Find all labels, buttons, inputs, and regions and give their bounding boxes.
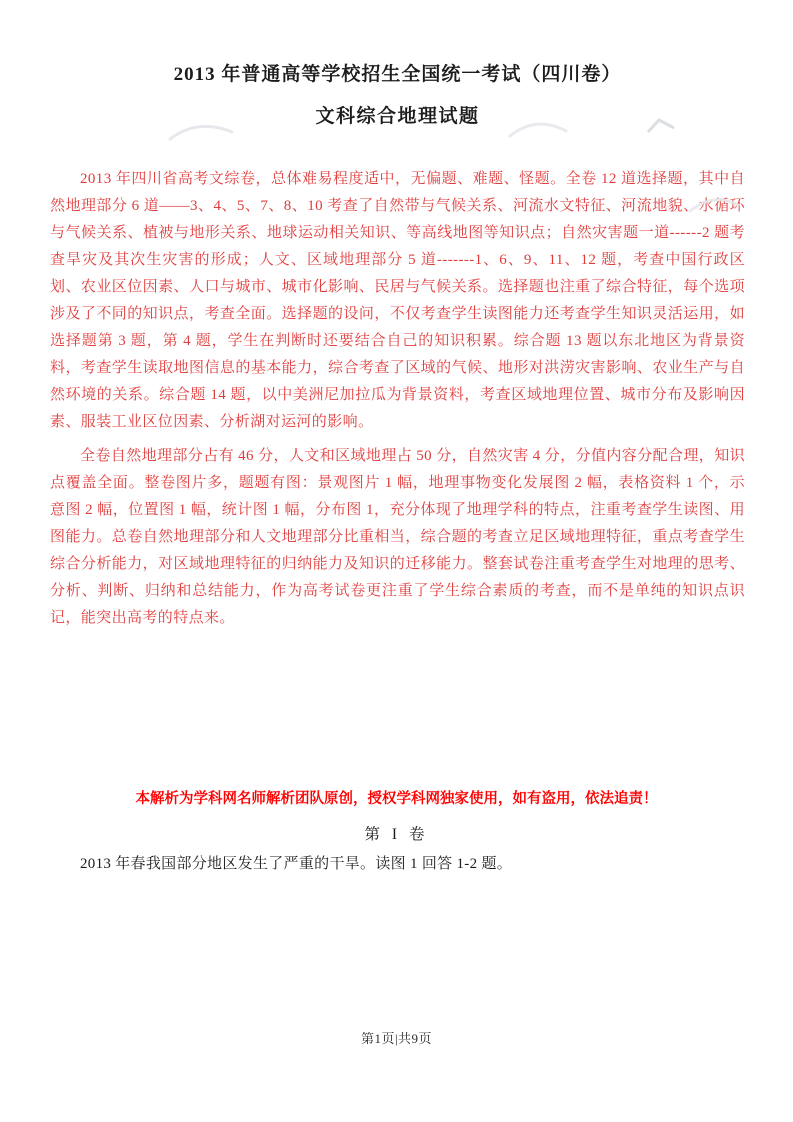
doc-subtitle: 文科综合地理试题	[315, 106, 480, 127]
lower-section	[0, 788, 793, 876]
copyright-notice: 本解析为学科网名师解析团队原创，授权学科网独家使用，如有盗用，依法追责！	[135, 791, 658, 807]
doc-title: 2013 年普通高等学校招生全国统一考试（四川卷）	[173, 64, 622, 85]
analysis-paragraph-1: 2013 年四川省高考文综卷，总体难易程度适中，无偏题、难题、怪题。全卷 12 道选择题，其中自然地理部分 6 道——3、4、5、7、8、10 考查了自然带与气候关系、河流水文特征、河流地貌、水循环与气候关系、植被与地形关系、地球运动相关知识、等高线地图等知识点；自然灾害题一道------2 题考查旱灾及其次生灾害的形成；人文、区域地理部分 5 道-------1、6、9、11、12 题，考查中国行政区划、农业区位因素、人口与城市、城市化影响、民居与气候关系。选择题也注重了综合特征，每个选项涉及了不同的知识点，考查全面。选择题的设问，不仅考查学生读图能力还考查学生知识灵活运用，如选择题第 3 题，第 4 题，学生在判断时还要结合自己的知识积累。综合题 13 题以东北地区为背景资料，考查学生读取地图信息的基本能力，综合考查了区域的气候、地形对洪涝灾害影响、农业生产与自然环境的关系。综合题 14 题，以中美洲尼加拉瓜为背景资料，考查区域地理位置、城市分布及影响因素、服装工业区位因素、分析湖对运河的影响。	[50, 171, 745, 430]
question-intro: 2013 年春我国部分地区发生了严重的干旱。读图 1 回答 1-2 题。	[80, 856, 513, 872]
page-footer: 第1页|共9页	[360, 1031, 433, 1046]
section-heading: 第 I 卷	[364, 826, 429, 843]
analysis-paragraph-2: 全卷自然地理部分占有 46 分，人文和区域地理占 50 分，自然灾害 4 分，分值内容分配合理，知识点覆盖全面。整卷图片多，题题有图：景观图片 1 幅，地理事物变化发展图 2 幅，表格资料 1 个，示意图 2 幅，位置图 1 幅，统计图 1 幅，分布图 1，充分体现了地理学科的特点，注重考查学生读图、用图能力。总卷自然地理部分和人文地理部分比重相当，综合题的考查立足区域地理特征，重点考查学生综合分析能力，对区域地理特征的归纳能力及知识的迁移能力。整套试卷注重考查学生对地理的思考、分析、判断、归纳和总结能力，作为高考试卷更注重了学生综合素质的考查，而不是单纯的知识点识记，能突出高考的特点来。	[50, 448, 746, 626]
